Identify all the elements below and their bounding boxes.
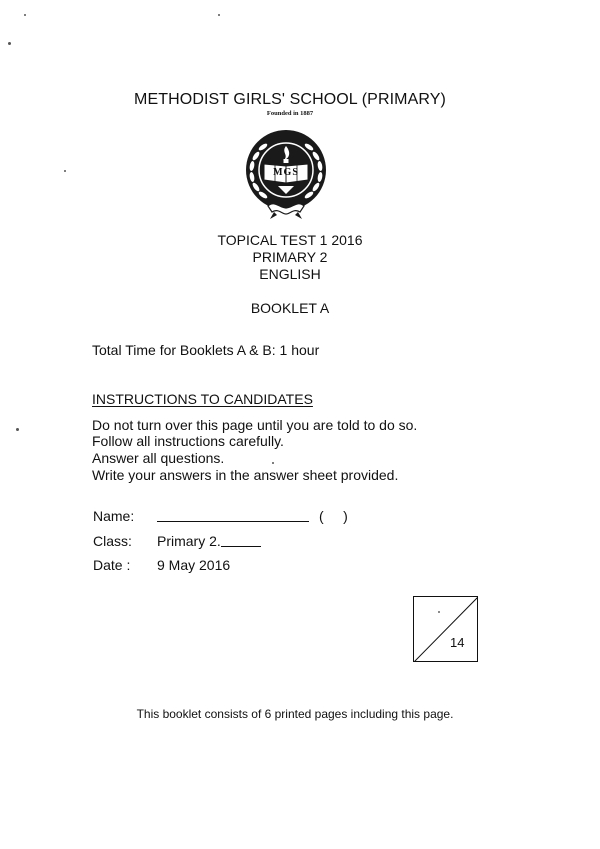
scan-speck bbox=[272, 462, 274, 464]
booklet-footer: This booklet consists of 6 printed pages including this page. bbox=[136, 707, 454, 721]
index-number-field[interactable]: ( ) bbox=[319, 508, 348, 524]
test-level: PRIMARY 2 bbox=[252, 249, 328, 265]
name-label: Name: bbox=[93, 508, 135, 524]
score-diagonal bbox=[414, 597, 478, 662]
booklet-label: BOOKLET A bbox=[250, 300, 330, 316]
instruction-item: Do not turn over this page until you are told to do so. bbox=[92, 417, 418, 433]
test-title: TOPICAL TEST 1 2016 bbox=[217, 232, 363, 248]
scan-speck bbox=[8, 42, 11, 45]
total-time: Total Time for Booklets A & B: 1 hour bbox=[92, 342, 320, 358]
scan-speck bbox=[64, 170, 66, 172]
name-field[interactable] bbox=[157, 521, 309, 522]
school-name: METHODIST GIRLS' SCHOOL (PRIMARY) bbox=[134, 91, 446, 108]
date-value: 9 May 2016 bbox=[157, 557, 231, 573]
crest-letters: MGS bbox=[273, 167, 299, 178]
instruction-item: Write your answers in the answer sheet provided. bbox=[92, 467, 399, 483]
scan-speck bbox=[438, 611, 440, 613]
scan-speck bbox=[24, 14, 26, 16]
date-label: Date : bbox=[93, 557, 131, 573]
score-box[interactable] bbox=[413, 596, 478, 662]
score-total: 14 bbox=[450, 635, 465, 650]
scan-speck bbox=[16, 428, 19, 431]
instruction-item: Follow all instructions carefully. bbox=[92, 433, 284, 449]
founded-year: Founded in 1887 bbox=[266, 110, 314, 117]
class-value: Primary 2. bbox=[157, 533, 221, 549]
scan-speck bbox=[218, 14, 220, 16]
class-field[interactable] bbox=[221, 546, 261, 547]
class-label: Class: bbox=[93, 533, 132, 549]
instruction-item: Answer all questions. bbox=[92, 450, 225, 466]
instructions-heading: INSTRUCTIONS TO CANDIDATES bbox=[92, 391, 313, 407]
test-subject: ENGLISH bbox=[259, 266, 321, 282]
